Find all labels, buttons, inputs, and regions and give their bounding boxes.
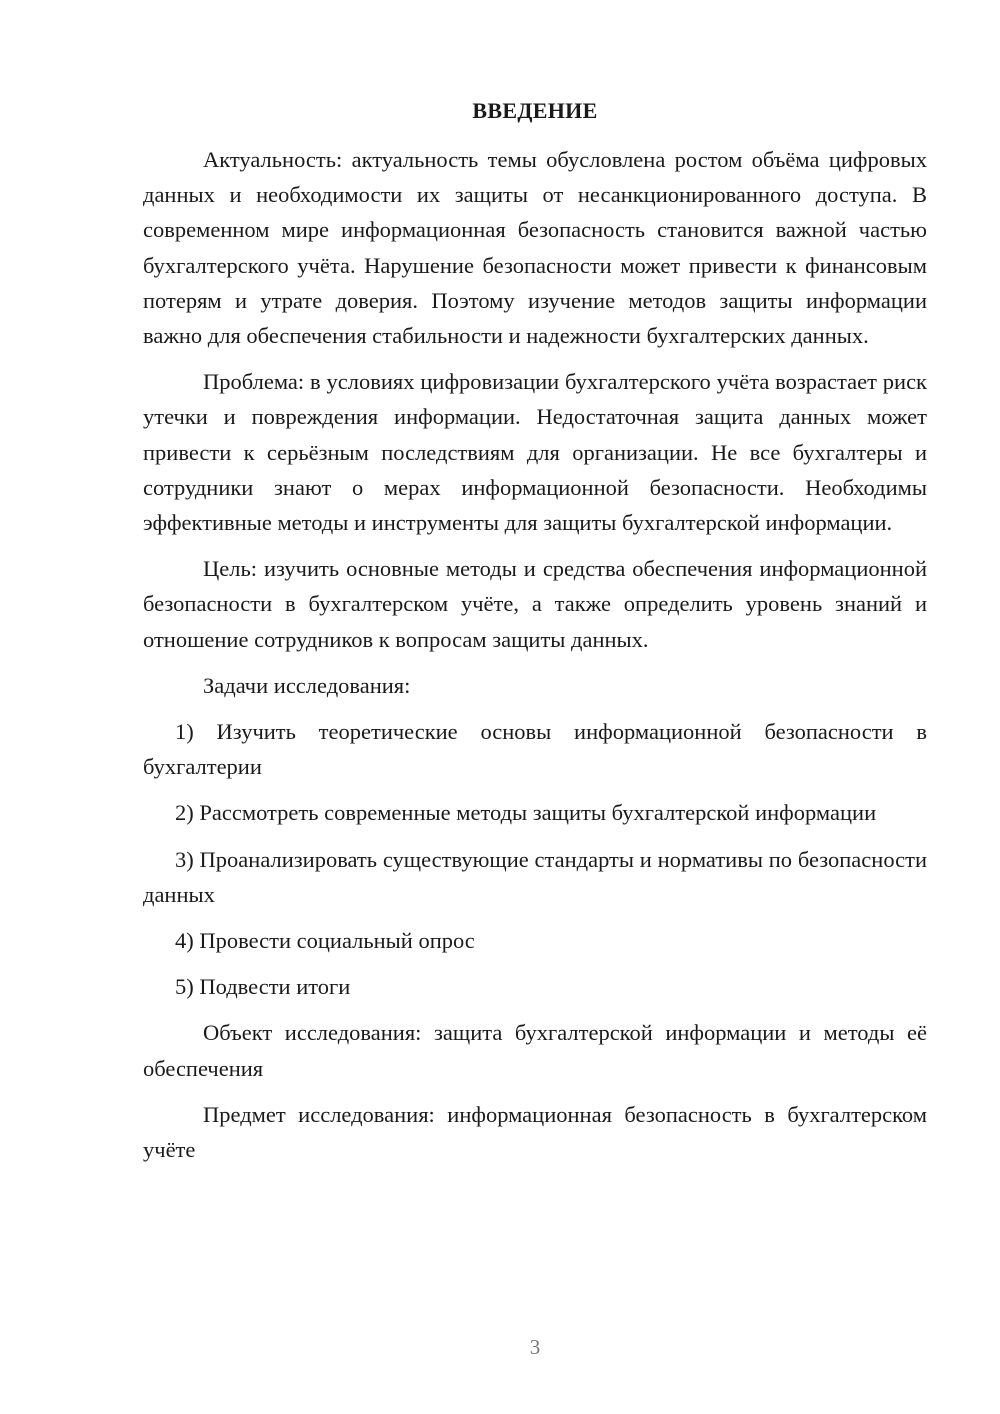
paragraph-subject: Предмет исследования: информационная безопасность в бухгалтерском учёте: [143, 1101, 927, 1163]
paragraph-object: Объект исследования: защита бухгалтерской информации и методы её обеспечения: [143, 1020, 927, 1081]
page-title: ВВЕДЕНИЕ: [472, 98, 598, 123]
tasks-heading: Задачи исследования:: [203, 672, 411, 698]
task-item-3: 3) Проанализировать существующие стандарты и нормативы по безопасности данных: [143, 846, 927, 907]
paragraph-problem: Проблема: в условиях цифровизации бухгалтерского учёта возрастает риск утечки и повреждения информации. Недостаточная защита данных может привести к серьёзным последствиям для организации. Не все бухгалтеры и сотрудники знают о мерах информационной безопасности. Необходимы эффективные методы и инструменты для защиты бухгалтерской информации.: [143, 369, 927, 536]
document-page: [143, 0, 927, 1414]
task-item-5: 5) Подвести итоги: [175, 974, 351, 1000]
task-item-1: 1) Изучить теоретические основы информационной безопасности в бухгалтерии: [143, 719, 927, 780]
document-body: [143, 142, 927, 1178]
task-item-4: 4) Провести социальный опрос: [175, 928, 475, 954]
paragraph-relevance: Актуальность: актуальность темы обусловлена ростом объёма цифровых данных и необходимости их защиты от несанкционированного доступа. В современном мире информационная безопасность становится важной частью бухгалтерского учёта. Нарушение безопасности может привести к финансовым потерям и утрате доверия. Поэтому изучение методов защиты информации важно для обеспечения стабильности и надежности бухгалтерских данных.: [143, 147, 927, 349]
paragraph-goal: Цель: изучить основные методы и средства обеспечения информационной безопасности в бухгалтерском учёте, а также определить уровень знаний и отношение сотрудников к вопросам защиты данных.: [143, 556, 927, 652]
task-item-2: 2) Рассмотреть современные методы защиты бухгалтерской информации: [175, 800, 877, 826]
page-number: 3: [529, 1335, 541, 1359]
